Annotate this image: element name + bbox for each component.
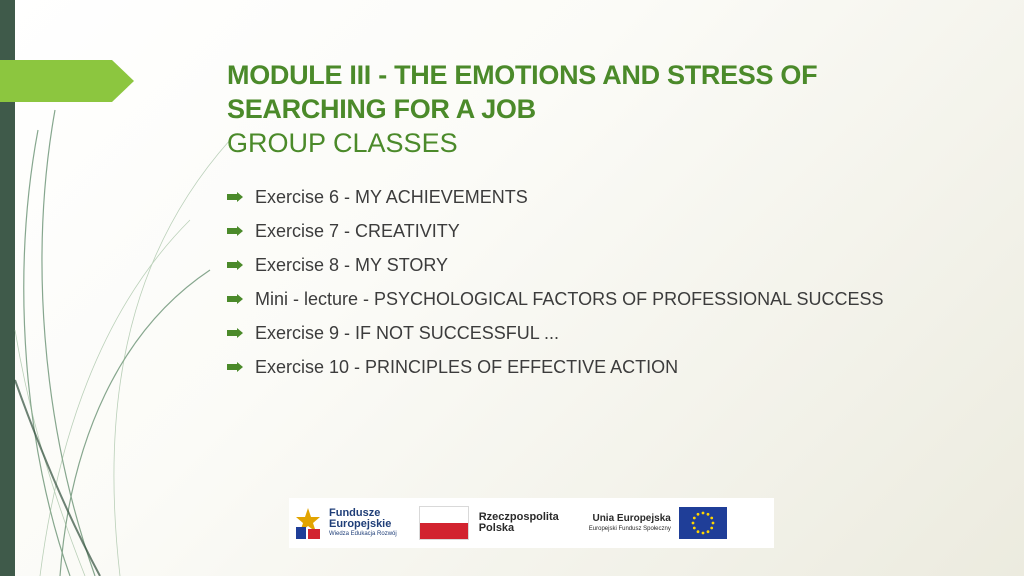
eu-flag-icon <box>679 507 727 539</box>
rzeczpospolita-polska-logo <box>419 506 559 540</box>
list-item-text: Exercise 7 - CREATIVITY <box>255 220 460 241</box>
list-item-text: Exercise 8 - MY STORY <box>255 254 449 275</box>
list-item <box>227 316 883 350</box>
arrow-bullet-icon <box>227 226 243 236</box>
unia-europejska-logo <box>589 507 727 539</box>
fe-name-line-1: Fundusze <box>329 506 381 519</box>
eu-name: Unia Europejska <box>592 512 671 524</box>
arrow-bullet-icon <box>227 362 243 372</box>
title-line-1: MODULE III - THE EMOTIONS AND STRESS OF <box>227 60 818 90</box>
pl-name-line-2: Polska <box>478 522 515 534</box>
arrow-bullet-icon <box>227 328 243 338</box>
exercise-list <box>227 180 883 384</box>
arrow-bullet-icon <box>227 192 243 202</box>
fe-name-line-2: Europejskie <box>329 517 392 530</box>
poland-flag-icon <box>419 506 469 540</box>
list-item-text: Exercise 6 - MY ACHIEVEMENTS <box>255 186 528 207</box>
list-item <box>227 350 883 384</box>
fe-star-icon <box>293 505 323 541</box>
list-item-text: Exercise 10 - PRINCIPLES OF EFFECTIVE ACTION <box>255 356 679 377</box>
list-item-text: Exercise 9 - IF NOT SUCCESSFUL ... <box>255 322 560 343</box>
title-arrow-tab <box>0 60 134 102</box>
funding-logos-bar <box>289 498 774 548</box>
pl-name-line-1: Rzeczpospolita <box>478 511 559 523</box>
slide-subtitle: GROUP CLASSES <box>227 128 458 158</box>
list-item-text: Mini - lecture - PSYCHOLOGICAL FACTORS OF PROFESSIONAL SUCCESS <box>255 288 884 309</box>
fe-tagline: Wiedza Edukacja Rozwój <box>329 530 397 537</box>
arrow-bullet-icon <box>227 294 243 304</box>
title-block <box>227 58 987 160</box>
eu-fund-name: Europejski Fundusz Społeczny <box>588 525 671 532</box>
list-item <box>227 180 883 214</box>
list-item <box>227 248 883 282</box>
fundusze-europejskie-logo <box>293 505 397 541</box>
list-item <box>227 214 883 248</box>
slide-title <box>227 58 987 126</box>
list-item <box>227 282 883 316</box>
arrow-bullet-icon <box>227 260 243 270</box>
title-line-2: SEARCHING FOR A JOB <box>227 94 536 124</box>
